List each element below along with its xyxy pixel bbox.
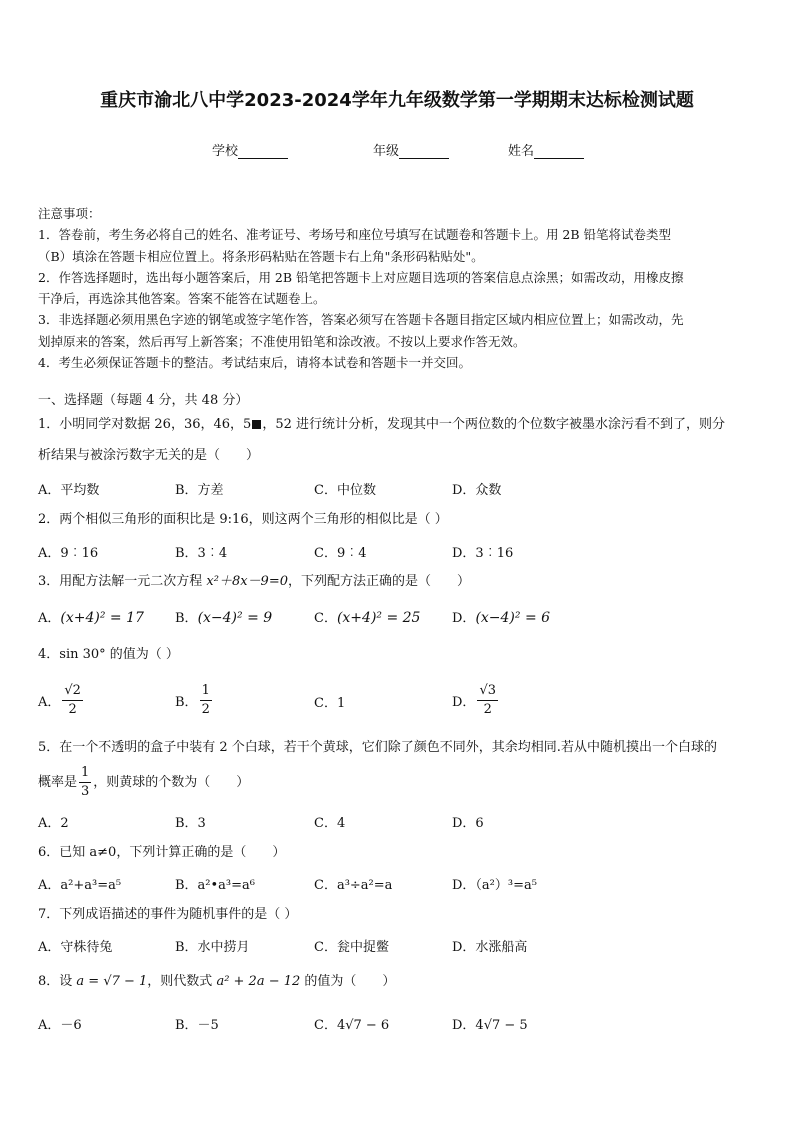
ink-blot-icon [252, 420, 261, 429]
q3-equation: x²＋8x－9=0 [206, 574, 288, 589]
question-2: 2．两个相似三角形的面积比是 9:16，则这两个三角形的相似比是（ ） [38, 512, 448, 527]
q3-option-d[interactable] [452, 607, 550, 626]
q4-option-d-fraction [477, 682, 498, 719]
q4-option-a-fraction [62, 682, 83, 719]
notes-line: 2．作答选择题时，选出每小题答案后，用 2B 铅笔把答题卡上对应题目选项的答案信息点涂黑；如需改动，用橡皮擦 [38, 269, 684, 285]
q7-option-a[interactable]: A．守株待兔 [38, 940, 113, 955]
q3-option-b[interactable] [175, 607, 272, 626]
q4-option-d-den: 2 [483, 702, 492, 717]
q6-option-a[interactable]: A．a²+a³=a⁵ [38, 878, 122, 893]
q3-option-d-expr: (x−4)² = 6 [475, 610, 551, 626]
q4-option-d-label: D． [452, 695, 476, 710]
section-heading: 一、选择题（每题 4 分，共 48 分） [38, 393, 249, 408]
q5-option-c[interactable]: C．4 [314, 816, 346, 831]
q1-text-pre: 1．小明同学对数据 26，36，46，5 [38, 417, 252, 432]
q4-option-b-label: B． [175, 695, 198, 710]
q3-option-a-expr: (x+4)² = 17 [60, 610, 144, 626]
notes-heading: 注意事项： [38, 206, 101, 221]
q5-option-d[interactable]: D．6 [452, 816, 484, 831]
q4-option-b-den: 2 [201, 702, 210, 717]
question-5-line-2 [38, 763, 760, 803]
q3-text-post: ，下列配方法正确的是（ ） [288, 574, 471, 589]
q3-option-c-expr: (x+4)² = 25 [336, 610, 421, 626]
q4-option-c-value: 1 [336, 696, 346, 711]
q7-option-d[interactable]: D．水涨船高 [452, 940, 528, 955]
q4-option-a-den: 2 [68, 702, 77, 717]
school-field [212, 140, 288, 159]
q1-text-post: ，52 进行统计分析，发现其中一个两位数的个位数字被墨水涂污看不到了，则分 [262, 417, 725, 432]
q8-expression-b: a² + 2a − 12 [216, 974, 301, 989]
question-1-options [38, 479, 760, 501]
q2-option-c[interactable]: C．9︰4 [314, 546, 367, 561]
q1-option-b[interactable]: B．方差 [175, 483, 224, 498]
question-5-options [38, 812, 760, 834]
q4-option-a-num: √2 [62, 682, 83, 701]
q4-option-d-num: √3 [477, 682, 498, 701]
q1-option-a[interactable]: A．平均数 [38, 483, 100, 498]
q5-frac-den: 3 [81, 784, 90, 799]
question-1-line-1 [38, 415, 760, 435]
notes-line: 划掉原来的答案，然后再写上新答案；不准使用铅笔和涂改液。不按以上要求作答无效。 [38, 333, 526, 349]
name-blank [534, 146, 584, 159]
school-blank [238, 146, 288, 159]
q5-option-b[interactable]: B．3 [175, 816, 206, 831]
q8-option-c[interactable]: C．4√7 − 6 [314, 1018, 390, 1033]
q7-option-b[interactable]: B．水中捞月 [175, 940, 250, 955]
exam-title: 重庆市渝北八中学2023-2024学年九年级数学第一学期期末达标检测试题 [100, 90, 694, 111]
q3-text-pre: 3．用配方法解一元二次方程 [38, 574, 207, 589]
q8-option-d[interactable]: D．4√7 − 5 [452, 1018, 528, 1033]
q5-frac-num: 1 [79, 764, 91, 783]
q2-option-d[interactable]: D．3︰16 [452, 546, 514, 561]
question-8-options [38, 1014, 760, 1036]
q4-option-b[interactable] [175, 682, 214, 719]
q2-option-a[interactable]: A．9︰16 [38, 546, 99, 561]
name-label: 姓名 [508, 144, 535, 159]
q8-expression-a: a = √7 − 1 [76, 974, 148, 989]
q8-text-mid: ，则代数式 [147, 974, 217, 989]
notes-line: 1．答卷前，考生务必将自己的姓名、准考证号、考场号和座位号填写在试题卷和答题卡上。用 2B 铅笔将试卷类型 [38, 227, 672, 243]
q6-option-b[interactable]: B．a²•a³=a⁶ [175, 878, 255, 893]
q8-option-a[interactable]: A．－6 [38, 1018, 82, 1033]
question-7: 7．下列成语描述的事件为随机事件的是（ ） [38, 907, 298, 922]
school-label: 学校 [212, 144, 239, 159]
question-4-options [38, 682, 760, 722]
q3-option-c[interactable] [314, 607, 420, 626]
q8-text-pre: 8．设 [38, 974, 77, 989]
q4-option-b-num: 1 [200, 682, 212, 701]
q7-option-c[interactable]: C．瓮中捉鳖 [314, 940, 389, 955]
notes-line: 干净后，再选涂其他答案。答案不能答在试题卷上。 [38, 291, 326, 307]
notes-line: （B）填涂在答题卡相应位置上。将条形码粘贴在答题卡右上角"条形码粘贴处"。 [38, 248, 484, 264]
grade-field [373, 140, 449, 159]
q8-option-b[interactable]: B．－5 [175, 1018, 219, 1033]
q5-fraction [79, 764, 91, 801]
question-3-options [38, 607, 760, 629]
q4-option-c[interactable] [314, 692, 345, 711]
question-2-options [38, 542, 760, 564]
q3-option-a[interactable] [38, 607, 144, 626]
q4-option-c-label: C． [314, 696, 337, 711]
question-7-options [38, 936, 760, 958]
name-field [508, 140, 584, 159]
q5-text-pre: 概率是 [38, 775, 78, 790]
q2-option-b[interactable]: B．3︰4 [175, 546, 228, 561]
q1-option-c[interactable]: C．中位数 [314, 483, 376, 498]
notes-line: 3．非选择题必须用黑色字迹的钢笔或签字笔作答，答案必须写在答题卡各题目指定区域内相应位置上；如需改动，先 [38, 312, 684, 328]
question-6: 6．已知 a≠0，下列计算正确的是（ ） [38, 845, 286, 860]
q8-text-post: 的值为（ ） [300, 974, 396, 989]
q4-option-d[interactable] [452, 682, 500, 719]
q6-option-d[interactable]: D．（a²）³=a⁵ [452, 878, 537, 893]
question-8 [38, 972, 760, 992]
question-6-options [38, 874, 760, 896]
question-5-line-1: 5．在一个不透明的盒子中装有 2 个白球，若干个黄球，它们除了颜色不同外，其余均相同.若从中随机摸出一个白球的 [38, 740, 717, 755]
q3-option-d-label: D． [452, 611, 476, 626]
q3-option-a-label: A． [38, 611, 61, 626]
question-3 [38, 572, 760, 592]
q6-option-c[interactable]: C．a³÷a²=a [314, 878, 393, 893]
question-4: 4．sin 30° 的值为（ ） [38, 647, 179, 662]
q3-option-b-label: B． [175, 611, 198, 626]
q1-option-d[interactable]: D．众数 [452, 483, 502, 498]
q3-option-b-expr: (x−4)² = 9 [197, 610, 273, 626]
grade-blank [399, 146, 449, 159]
q4-option-b-fraction [200, 682, 212, 719]
grade-label: 年级 [373, 144, 400, 159]
q3-option-c-label: C． [314, 611, 337, 626]
notes-block [38, 203, 758, 373]
notes-line: 4．考生必须保证答题卡的整洁。考试结束后，请将本试卷和答题卡一并交回。 [38, 355, 471, 371]
q5-text-post: ，则黄球的个数为（ ） [93, 775, 250, 790]
q5-option-a[interactable]: A．2 [38, 816, 69, 831]
q4-option-a[interactable] [38, 682, 85, 719]
q4-option-a-label: A． [38, 695, 61, 710]
question-1-line-2: 析结果与被涂污数字无关的是（ ） [38, 448, 260, 463]
